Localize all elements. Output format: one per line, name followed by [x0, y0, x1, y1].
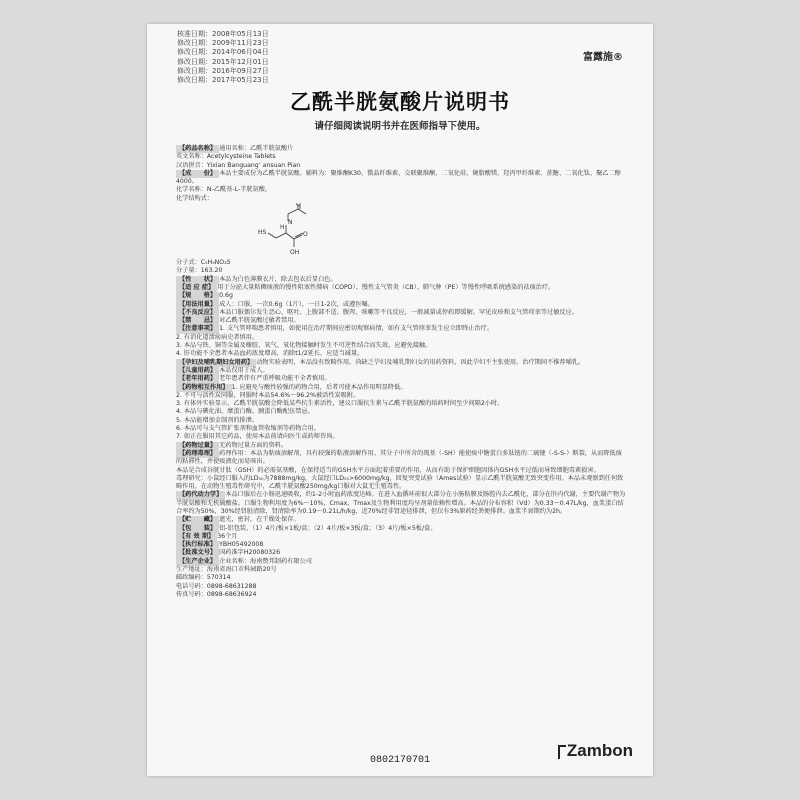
- section-line: [176, 491, 628, 516]
- revision-date: 修改日期：2017年05月23日: [177, 76, 269, 85]
- section-heading: 【规 格】: [176, 292, 219, 300]
- section: [176, 145, 628, 170]
- revision-dates: [177, 30, 269, 85]
- section-text: 2. 有消化道溃疡病史者慎用。: [176, 333, 259, 341]
- section-text: 2. 不可与活性炭同服，同服时本品54.6%～96.2%被活性炭吸附。: [176, 391, 360, 399]
- section-heading: 【注意事项】: [176, 325, 219, 333]
- section: [176, 309, 628, 317]
- section-heading: 【药品名称】: [176, 145, 219, 153]
- section-heading: 【批准文号】: [176, 549, 219, 557]
- section-line: [176, 292, 628, 300]
- leaflet-body: [176, 145, 628, 599]
- section-text: 5. 本品能增加金制剂的排泄。: [176, 416, 259, 424]
- section-text: 电话号码：0898-68631288: [176, 582, 257, 590]
- section: [176, 170, 628, 203]
- section: [176, 325, 628, 358]
- section-heading: 【药代动力学】: [176, 491, 225, 499]
- section-text: 本品是合成谷胱甘肽（GSH）的必需氨基酸，在保持适当的GSH水平方面起着重要的作用，从而有助于保护细胞因体内GSH水平过低而导致细胞毒素损害。: [176, 466, 600, 474]
- section-text: 企业名称：海南赞邦制药有限公司: [219, 557, 312, 565]
- section: [176, 367, 628, 375]
- section-line: [176, 259, 628, 267]
- section: [176, 301, 628, 309]
- section-text: 通用名称：乙酰半胱氨酸片: [219, 145, 294, 152]
- section-text: 传真号码：0898-68636924: [176, 590, 257, 598]
- section: [176, 516, 628, 524]
- section-text: 3. 有体外实验显示，乙酰半胱氨酸会降低某些抗生素活性，建议口服抗生素与乙酰半胱氨酸的给药时间至少间隔2小时。: [176, 400, 504, 408]
- section-heading: 【生产企业】: [176, 558, 219, 566]
- section: [176, 384, 628, 442]
- section-text: 36个月: [217, 532, 238, 540]
- section: [176, 276, 628, 284]
- section-line: [176, 284, 628, 292]
- section-line: [176, 375, 628, 383]
- section-heading: 【执行标准】: [176, 541, 219, 549]
- section: [176, 533, 628, 541]
- atom-h: H: [280, 224, 285, 232]
- section: [176, 491, 628, 516]
- section: [176, 375, 628, 383]
- section-line: [176, 153, 628, 161]
- section-line: [176, 574, 628, 582]
- section-text: 1. 支气管哮喘患者慎用，如使用在治疗期间应密切观察病情，如有支气管痉挛发生应立即终止治疗。: [219, 325, 494, 333]
- section-heading: 【药物过量】: [176, 442, 219, 450]
- section-text: 化学名称：N-乙酰基-L-半胱氨酸。: [176, 186, 272, 194]
- section: [176, 450, 628, 491]
- document-subtitle: 请仔细阅读说明书并在医师指导下使用。: [314, 121, 486, 132]
- logo-mark-icon: [558, 745, 566, 759]
- section-line: [176, 367, 628, 375]
- section-line: [176, 392, 628, 400]
- section-line: [176, 591, 628, 599]
- brand-name: 富露施®: [583, 52, 623, 63]
- section-line: [176, 549, 628, 557]
- section-text: 汉语拼音：Yixian Banguang’ ansuan Pian: [176, 161, 301, 169]
- document-title: 乙酰半胱氨酸片说明书: [290, 90, 510, 114]
- section: [176, 259, 628, 276]
- section-text: 4. 肝功能不全患者本品血药浓度增高，消除t1/2延长，应适当减量。: [176, 350, 364, 358]
- section-line: [176, 475, 628, 492]
- section-text: 用于分泌大量粘稠痰液的慢性阻塞性肺病（COPD）、慢性支气管炎（CB）、肺气肿（PE）等慢性呼吸系统感染的祛痰治疗。: [217, 283, 555, 291]
- section-line: [176, 276, 628, 284]
- section-line: [176, 408, 628, 416]
- section-line: [176, 566, 628, 574]
- section-text: 化学结构式：: [176, 194, 214, 202]
- section-line: [176, 195, 628, 203]
- section-heading: 【适 应 症】: [176, 284, 217, 292]
- section-line: [176, 467, 628, 475]
- section-line: [176, 384, 628, 392]
- section-line: [176, 162, 628, 170]
- section-line: [176, 442, 628, 450]
- section-text: 0.6g: [219, 292, 233, 300]
- section-line: [176, 325, 628, 333]
- section-text: 本品为白色薄膜衣片，除去包衣后显白色。: [219, 275, 337, 283]
- section-line: [176, 558, 628, 566]
- section-text: 动物实验表明，本品没有致畸作用。尚缺乏孕妇及哺乳期妇女的用药资料，因此孕妇不主张使用，治疗期间不推荐哺乳。: [256, 358, 585, 366]
- section-heading: 【不良反应】: [176, 309, 219, 317]
- revision-date: 修改日期：2016年09月27日: [177, 66, 269, 75]
- section-line: [176, 516, 628, 524]
- section-text: 分子量：163.20: [176, 267, 223, 275]
- leaflet-page: [147, 24, 653, 776]
- section-text: 3. 本品与铁、铜等金属及橡胶、氧气、氧化物接触时发生不可逆性结合而失效，应避免接触。: [176, 342, 432, 350]
- section-line: [176, 533, 628, 541]
- section-heading: 【包 装】: [176, 525, 219, 533]
- section-heading: 【贮 藏】: [176, 516, 219, 524]
- section-text: 英文名称：Acetylcysteine Tablets: [176, 153, 276, 161]
- section-line: [176, 309, 628, 317]
- section-text: 本品口服偶尔发生恶心、呕吐、上腹部不适、腹泻、咳嗽等不良反应，一般减量或停药即缓解。罕见皮疹和支气管痉挛等过敏反应。: [219, 308, 578, 316]
- section-text: 本品仅用于成人。: [219, 366, 269, 374]
- section-heading: 【成 份】: [176, 170, 219, 178]
- atom-n: N: [288, 219, 293, 227]
- section-text: 4. 本品与碘化油、糜蛋白酶、胰蛋白酶配伍禁忌。: [176, 408, 314, 416]
- section-heading: 【孕妇及哺乳期妇女用药】: [176, 359, 256, 367]
- section-text: 邮政编码：570314: [176, 574, 231, 582]
- section-line: [176, 350, 628, 358]
- section-text: 成人：口服，一次0.6g（1片），一日1-2次，或遵医嘱。: [219, 300, 374, 308]
- zambon-logo: Zambon: [558, 741, 633, 761]
- section-heading: 【性 状】: [176, 276, 219, 284]
- section-heading: 【儿童用药】: [176, 367, 219, 375]
- revision-date: 核准日期：2008年05月13日: [177, 30, 269, 38]
- section-text: 国药准字H20080326: [219, 549, 281, 557]
- section: [176, 442, 628, 450]
- section-text: 无药物过量方面的资料。: [219, 441, 288, 449]
- section-text: 1. 应避免与酸性较强的药物合用，后者可使本品作用明显降低。: [231, 383, 407, 391]
- section-line: [176, 417, 628, 425]
- section: [176, 292, 628, 300]
- section-heading: 【老年用药】: [176, 375, 219, 383]
- atom-o2: O: [303, 231, 308, 239]
- section-line: [176, 359, 628, 367]
- section-line: [176, 301, 628, 309]
- section-heading: 【药物相互作用】: [176, 384, 232, 392]
- revision-date: 修改日期：2009年11月23日: [177, 39, 269, 48]
- section-heading: 【药理毒理】: [176, 450, 219, 458]
- atom-oh: OH: [290, 249, 300, 257]
- section-text: 对乙酰半胱氨酸过敏者禁用。: [219, 317, 300, 325]
- section-line: [176, 525, 628, 533]
- section-text: 7. 如正在服用其它药品，使用本品前请向医生或药师咨询。: [176, 433, 339, 441]
- section-text: 毒理研究：小鼠经口服入的LD₅₀为7888mg/kg，大鼠经口LD₅₀>6000mg/kg，回复突变试验（Ames试验）显示乙酰半胱氨酸无致突变作用。本品未观察到任何致畸作用。在动物生殖毒性研究中，乙酰半胱氨酸250mg/kg口服对大鼠无生殖毒性。: [176, 474, 624, 491]
- section-heading: 【用法用量】: [176, 301, 219, 309]
- section-text: YBH05492008: [219, 541, 264, 549]
- structure-drawing: [248, 203, 328, 259]
- section-line: [176, 583, 628, 591]
- revision-date: 修改日期：2014年06月04日: [177, 48, 269, 57]
- section-text: 老年患者伴有严重呼吸功能不全者慎用。: [219, 375, 331, 383]
- section: [176, 525, 628, 533]
- section-text: 生产地址：海南省海口市科园路20号: [176, 566, 277, 574]
- section-text: 本品口服后在小肠迅速吸收，约1-2小时血药浓度达峰。在进入血循环前很大部分在小肠粘膜及肠腔内去乙酰化，部分在肝内代谢，主要代谢产物为半胱氨酸和无机硫酸盐。口服生物利用度为6%～10%，Cmax、Tmax及生物利用度均呈剂量依赖性增高。本品的分布容积（Vd）为0.33～0.47L/kg，血浆蛋白结合率约为50%，30%经肾脏清除，肾清除率为0.19～0.21L/h/kg，近70%经非肾途径排泄，但仅有3%原药经粪便排泄。血浆半衰期约为2h。: [176, 491, 626, 515]
- section-heading: 【有 效 期】: [176, 533, 217, 541]
- section-line: [176, 170, 628, 187]
- section: [176, 284, 628, 292]
- section-text: 分子式：C₅H₉NO₃S: [176, 259, 231, 267]
- revision-date: 修改日期：2015年12月01日: [177, 57, 269, 66]
- section-line: [176, 334, 628, 342]
- section-text: 铝-铝包装，（1）4片/板×1板/盒；（2）4片/板×3板/盒；（3）4片/板×5板/盒。: [219, 524, 437, 532]
- section-text: 药理作用：本品为粘痰溶解剂，具有较强的粘液溶解作用。其分子中所含的巯基（-SH）能使痰中糖蛋白多肽链的二硫键（-S-S-）断裂，从而降低痰的粘滞性，并使痰液化而易咳出。: [176, 449, 622, 466]
- section: [176, 549, 628, 557]
- atom-o: O: [296, 203, 301, 209]
- section-text: 6. 本品可与支气管扩张剂和血管收缩剂等药物合用。: [176, 425, 320, 433]
- section-text: 本品主要成份为乙酰半胱氨酸。辅料为：聚维酮K30、微晶纤维素、交联聚维酮、二氧化硅、硬脂酸镁、羟丙甲纤维素、蔗糖、二氧化钛、聚乙二醇4000。: [176, 169, 621, 186]
- atom-sh: HS: [258, 229, 267, 237]
- section-line: [176, 186, 628, 194]
- section-line: [176, 267, 628, 275]
- section-line: [176, 433, 628, 441]
- section-text: 遮光，密封，在干燥处保存。: [219, 516, 300, 524]
- chemical-structure: [176, 203, 628, 259]
- section: [176, 558, 628, 599]
- section-line: [176, 450, 628, 467]
- section-heading: 【禁 忌】: [176, 317, 219, 325]
- section: [176, 359, 628, 367]
- print-code: 0802170701: [369, 755, 430, 766]
